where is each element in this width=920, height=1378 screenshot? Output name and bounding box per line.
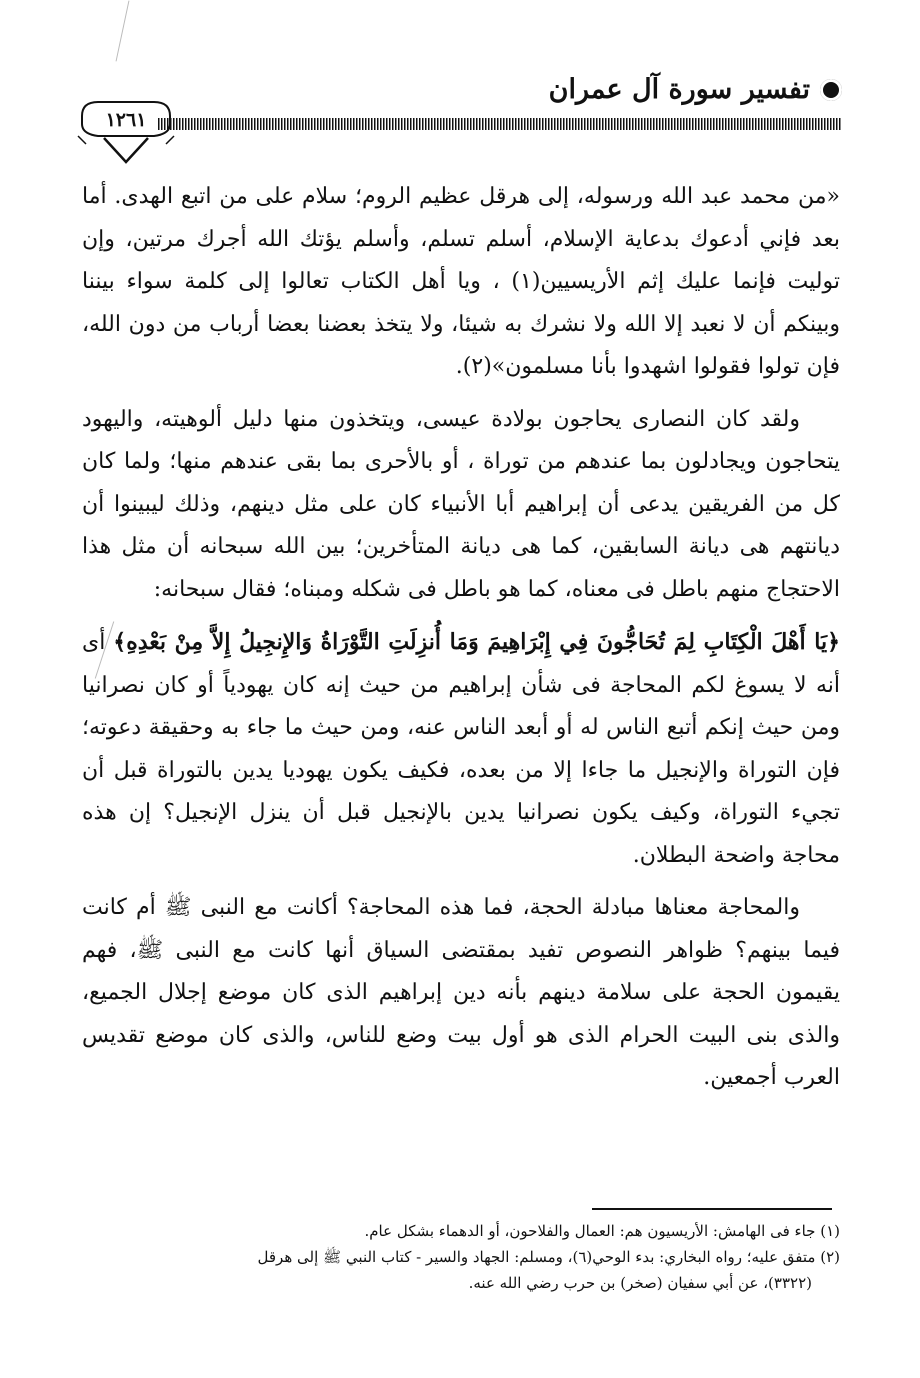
surah-title: تفسير سورة آل عمران <box>548 74 810 105</box>
footnote-2: (٢) متفق عليه؛ رواه البخاري: بدء الوحي(٦)، ومسلم: الجهاد والسير - كتاب النبي ﷺ إلى هرقل <box>257 1248 840 1266</box>
footnote-2-continued: (٣٣٢٢)، عن أبي سفيان (صخر) بن حرب رضي الله عنه. <box>468 1274 812 1292</box>
footnotes <box>82 1218 840 1296</box>
page-badge-ornament-icon <box>76 96 176 170</box>
running-header <box>549 74 842 105</box>
verse-paragraph <box>82 621 840 877</box>
paragraph-christians-jews: ولقد كان النصارى يحاجون بولادة عيسى، ويتخذون منها دليل ألوهيته، واليهود يتحاجون ويجادلون بما عندهم من توراة ، أو بالأحرى بما بقى عندهم منها؛ ولما كان كل من الفريقين يدعى أن إبراهيم أبا الأنبياء كان على مثل دينهم، وذلك ليبينوا أن ديانتهم هى ديانة السابقين، كما هى ديانة المتأخرين؛ بين الله سبحانه أن مثل هذا الاحتجاج منهم باطل فى معناه، كما هو باطل فى شكله ومبناه؛ فقال سبحانه: <box>82 406 840 602</box>
page-number-badge <box>76 96 176 170</box>
paragraph-disputation: والمحاجة معناها مبادلة الحجة، فما هذه المحاجة؟ أكانت مع النبى ﷺ أم كانت فيما بينهم؟ ظواهر النصوص تفيد بمقتضى السياق أنها كانت مع النبى ﷺ، فهم يقيمون الحجة على سلامة دينهم بأنه دين إبراهيم الذى كان موضع إجلال الجميع، والذى بنى البيت الحرام الذى هو أول بيت وضع للناس، والذى كان موضع تقديس العرب أجمعين. <box>82 895 840 1090</box>
main-text <box>82 176 840 1100</box>
header-ornament-icon <box>820 79 842 101</box>
letter-quote-paragraph: «من محمد عبد الله ورسوله، إلى هرقل عظيم الروم؛ سلام على من اتبع الهدى. أما بعد فإني أدعوك بدعاية الإسلام، أسلم تسلم، وأسلم يؤتك الله أجرك مرتين، وإن توليت فإنما عليك إثم الأريسيين(١) ، ويا أهل الكتاب تعالوا إلى كلمة سواء بيننا وبينكم أن لا نعبد إلا الله ولا نشرك به شيئا، ولا يتخذ بعضنا بعضا أرباب من دون الله، فإن تولوا فقولوا اشهدوا بأنا مسلمون»(٢). <box>82 184 840 379</box>
margin-scribble-top <box>116 1 130 62</box>
footnote-separator <box>592 1208 832 1210</box>
page-number: ١٢٦١ <box>105 109 147 131</box>
quran-verse: ﴿يَا أَهْلَ الْكِتَابِ لِمَ تُحَاجُّونَ فِي إِبْرَاهِيمَ وَمَا أُنزِلَتِ التَّوْرَاةُ وَالإِنجِيلُ إِلاَّ مِنْ بَعْدِهِ﴾ <box>113 629 840 655</box>
footnote-1: (١) جاء فى الهامش: الأريسيون هم: العمال والفلاحون، أو الدهماء بشكل عام. <box>364 1222 840 1240</box>
header-rule <box>158 118 842 130</box>
verse-commentary: أى أنه لا يسوغ لكم المحاجة فى شأن إبراهيم من حيث إنه كان يهودياً أو كان نصرانيا ومن حيث إنكم أتبع الناس له أو أبعد الناس عنه، ومن حيث ما جاء به وحقيقة دعوته؛ فإن التوراة والإنجيل ما جاءا إلا من بعده، فكيف يكون يهوديا يدين بالتوراة قبل أن تجيء التوراة، وكيف يكون نصرانيا يدين بالإنجيل قبل أن ينزل الإنجيل؟ إن هذه محاجة واضحة البطلان. <box>82 630 841 868</box>
